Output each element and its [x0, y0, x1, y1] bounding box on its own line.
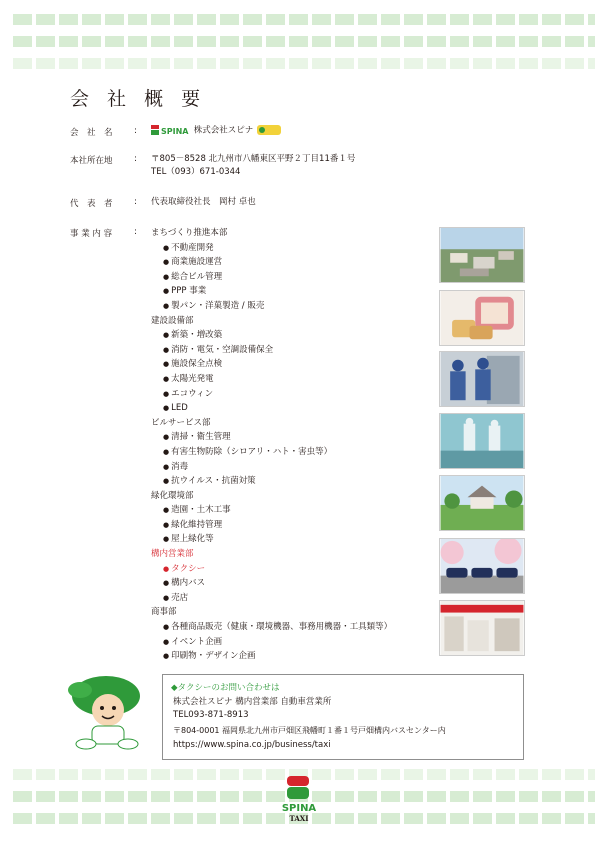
tile — [220, 791, 239, 802]
list-item: ● 抗ウイルス・抗菌対策 — [151, 474, 392, 489]
tile — [289, 36, 308, 47]
tile — [243, 769, 262, 780]
landscaping-photo — [439, 475, 525, 531]
tile — [266, 14, 285, 25]
tile — [174, 14, 193, 25]
tile — [82, 813, 101, 824]
tile — [128, 791, 147, 802]
address-label: 本社所在地 — [70, 156, 113, 166]
tile — [381, 769, 400, 780]
tile — [266, 58, 285, 69]
tile — [197, 769, 216, 780]
tile — [151, 58, 170, 69]
tile — [588, 14, 595, 25]
tile — [36, 14, 55, 25]
tile — [427, 813, 446, 824]
dept-heading: ビルサービス部 — [151, 417, 211, 428]
contact-company: 株式会社スピナ 構内営業部 自動車営業所 — [173, 697, 332, 707]
mascot-badge-icon — [256, 124, 282, 136]
tile — [59, 813, 78, 824]
dept-heading: 建設設備部 — [151, 315, 194, 326]
tile — [358, 36, 377, 47]
tile — [36, 813, 55, 824]
list-item: ● LED — [151, 401, 392, 416]
colon: : — [134, 197, 137, 207]
tile — [358, 58, 377, 69]
tile — [496, 14, 515, 25]
spina-taxi-logo-icon — [277, 776, 321, 824]
tile — [13, 58, 32, 69]
tile — [82, 791, 101, 802]
tile — [404, 36, 423, 47]
tile — [174, 813, 193, 824]
tile — [174, 791, 193, 802]
tile — [496, 769, 515, 780]
list-item: ● 新築・増改築 — [151, 328, 392, 343]
tile — [496, 36, 515, 47]
list-item: ● 太陽光発電 — [151, 372, 392, 387]
tile — [542, 813, 561, 824]
tile — [243, 58, 262, 69]
tile — [427, 36, 446, 47]
tile — [565, 769, 584, 780]
tile — [565, 813, 584, 824]
town-aerial-photo — [439, 227, 525, 283]
tile — [174, 769, 193, 780]
footer-brand-text: SPINA — [281, 803, 317, 814]
tile — [105, 769, 124, 780]
tile — [197, 36, 216, 47]
tile — [565, 791, 584, 802]
tile — [335, 769, 354, 780]
tile — [36, 58, 55, 69]
tile — [358, 813, 377, 824]
tile — [358, 791, 377, 802]
tile — [588, 813, 595, 824]
tile — [519, 14, 538, 25]
list-item: ● 各種商品販売（健康・環境機器、事務用機器・工具類等） — [151, 620, 392, 635]
contact-address: 〒804-0001 福岡県北九州市戸畑区飛幡町１番１号戸畑構内バスセンター内 — [173, 726, 446, 735]
tile — [220, 58, 239, 69]
tile — [105, 813, 124, 824]
footer-sub-text: TAXI — [289, 814, 309, 823]
tile — [565, 58, 584, 69]
dept-heading: まちづくり推進本部 — [151, 228, 228, 238]
tile — [381, 36, 400, 47]
tile — [312, 14, 331, 25]
tile — [473, 36, 492, 47]
tile — [335, 791, 354, 802]
tile — [473, 791, 492, 802]
page-title: 会 社 概 要 — [70, 88, 207, 110]
list-item: ● PPP 事業 — [151, 284, 392, 299]
list-item: ● 不動産開発 — [151, 241, 392, 256]
list-item: ● 屋上緑化等 — [151, 532, 392, 547]
tile — [151, 14, 170, 25]
tile — [542, 36, 561, 47]
tile — [473, 14, 492, 25]
tile — [588, 769, 595, 780]
list-item: ● 造園・土木工事 — [151, 503, 392, 518]
tile — [565, 36, 584, 47]
list-item: ● 消防・電気・空調設備保全 — [151, 343, 392, 358]
tile — [151, 813, 170, 824]
tile — [519, 813, 538, 824]
tile — [335, 813, 354, 824]
tile — [59, 36, 78, 47]
tile — [59, 58, 78, 69]
dept-heading: 緑化環境部 — [151, 490, 194, 501]
company-name: 株式会社スピナ — [193, 125, 254, 136]
list-item: ● 有害生物防除（シロアリ・ハト・害虫等） — [151, 445, 392, 460]
company-label: 会 社 名 — [70, 128, 113, 138]
dept-heading: 商事部 — [151, 607, 177, 618]
tile-row — [0, 58, 595, 69]
tile-row — [0, 36, 595, 47]
tile — [542, 791, 561, 802]
list-item: ● 緑化維持管理 — [151, 518, 392, 533]
list-item: ● 消毒 — [151, 460, 392, 475]
logo-text: SPINA — [161, 127, 189, 136]
tile — [174, 58, 193, 69]
tile — [243, 36, 262, 47]
tile — [105, 58, 124, 69]
tile — [289, 14, 308, 25]
tile — [289, 58, 308, 69]
business-label: 事 業 内 容 — [70, 229, 113, 239]
tile-row — [0, 14, 595, 25]
tile — [197, 14, 216, 25]
tile — [59, 791, 78, 802]
tile — [220, 813, 239, 824]
tile — [59, 14, 78, 25]
tile — [404, 58, 423, 69]
tile — [128, 36, 147, 47]
contact-url[interactable]: https://www.spina.co.jp/business/taxi — [173, 740, 331, 750]
tile — [36, 791, 55, 802]
tile — [473, 58, 492, 69]
tile — [404, 813, 423, 824]
colon: : — [134, 227, 137, 237]
tile — [82, 58, 101, 69]
tile — [427, 58, 446, 69]
tile — [220, 769, 239, 780]
tile — [13, 813, 32, 824]
tile — [427, 14, 446, 25]
list-item: ● 売店 — [151, 591, 392, 606]
list-item: ● イベント企画 — [151, 635, 392, 650]
tile — [496, 58, 515, 69]
tile — [82, 36, 101, 47]
tile — [542, 58, 561, 69]
representative-value: 代表取締役社長 岡村 卓也 — [151, 197, 256, 207]
tile — [473, 813, 492, 824]
store-interior-photo — [439, 600, 525, 656]
tile — [13, 769, 32, 780]
tile — [36, 769, 55, 780]
tile — [496, 791, 515, 802]
contact-tel: TEL093-871-8913 — [173, 710, 249, 720]
tile — [519, 791, 538, 802]
tile — [542, 14, 561, 25]
tile — [381, 14, 400, 25]
business-list — [151, 226, 392, 664]
tile — [565, 14, 584, 25]
tile — [82, 769, 101, 780]
tile — [450, 58, 469, 69]
tile — [197, 791, 216, 802]
spina-logo-icon — [151, 124, 191, 136]
tile — [36, 36, 55, 47]
tile — [450, 36, 469, 47]
tile — [381, 58, 400, 69]
tile — [174, 36, 193, 47]
tile — [450, 769, 469, 780]
tile — [427, 769, 446, 780]
tile — [519, 769, 538, 780]
list-item: ● エコウィン — [151, 387, 392, 402]
tile — [588, 791, 595, 802]
contact-box — [162, 674, 524, 760]
tile — [105, 14, 124, 25]
tile — [128, 813, 147, 824]
tile — [312, 36, 331, 47]
address-value — [151, 153, 355, 179]
top-tile-band — [0, 14, 595, 76]
tile — [197, 813, 216, 824]
colon: : — [134, 126, 137, 136]
tile — [404, 791, 423, 802]
tile — [427, 791, 446, 802]
dept-heading-highlight: 構内営業部 — [151, 549, 194, 560]
tile — [450, 813, 469, 824]
tile — [381, 813, 400, 824]
tile — [128, 58, 147, 69]
address-line: 〒805－8528 北九州市八幡東区平野２丁目11番１号 — [151, 154, 356, 164]
tile — [243, 791, 262, 802]
list-item: ● 印刷物・デザイン企画 — [151, 649, 392, 664]
tile — [358, 769, 377, 780]
tile — [197, 58, 216, 69]
tile — [473, 769, 492, 780]
list-item-highlight: ● タクシー — [151, 562, 392, 577]
tile — [519, 36, 538, 47]
list-item: ● 総合ビル管理 — [151, 270, 392, 285]
tile — [128, 14, 147, 25]
tile — [450, 791, 469, 802]
tile — [335, 36, 354, 47]
list-item: ● 施設保全点検 — [151, 357, 392, 372]
representative-label: 代 表 者 — [70, 199, 113, 209]
list-item: ● 製パン・洋菓製造 / 販売 — [151, 299, 392, 314]
tile — [496, 813, 515, 824]
tile — [13, 791, 32, 802]
tile — [13, 36, 32, 47]
tile — [588, 58, 595, 69]
facility-maintenance-photo — [439, 351, 525, 407]
tile — [151, 36, 170, 47]
tile — [335, 58, 354, 69]
tile — [358, 14, 377, 25]
tile — [450, 14, 469, 25]
tile — [266, 36, 285, 47]
tile — [13, 14, 32, 25]
cleaning-service-photo — [439, 413, 525, 469]
bakery-photo — [439, 290, 525, 346]
tile — [381, 791, 400, 802]
company-value — [151, 124, 282, 138]
tile — [128, 769, 147, 780]
tile — [82, 14, 101, 25]
tile — [105, 36, 124, 47]
tile — [243, 14, 262, 25]
tile — [220, 36, 239, 47]
tile — [105, 791, 124, 802]
list-item: ● 清掃・衛生管理 — [151, 430, 392, 445]
tile — [335, 14, 354, 25]
tel-line: TEL（093）671-0344 — [151, 167, 241, 177]
tile — [243, 813, 262, 824]
colon: : — [134, 154, 137, 164]
tile — [519, 58, 538, 69]
tile — [59, 769, 78, 780]
contact-title: ◆タクシーのお問い合わせは — [171, 683, 280, 693]
tile — [151, 769, 170, 780]
tile — [542, 769, 561, 780]
tile — [588, 36, 595, 47]
taxi-fleet-photo — [439, 538, 525, 594]
mascot-character-icon — [66, 674, 148, 756]
tile — [151, 791, 170, 802]
list-item: ● 商業施設運営 — [151, 255, 392, 270]
tile — [220, 14, 239, 25]
tile — [404, 769, 423, 780]
tile — [312, 58, 331, 69]
list-item: ● 構内バス — [151, 576, 392, 591]
tile — [404, 14, 423, 25]
